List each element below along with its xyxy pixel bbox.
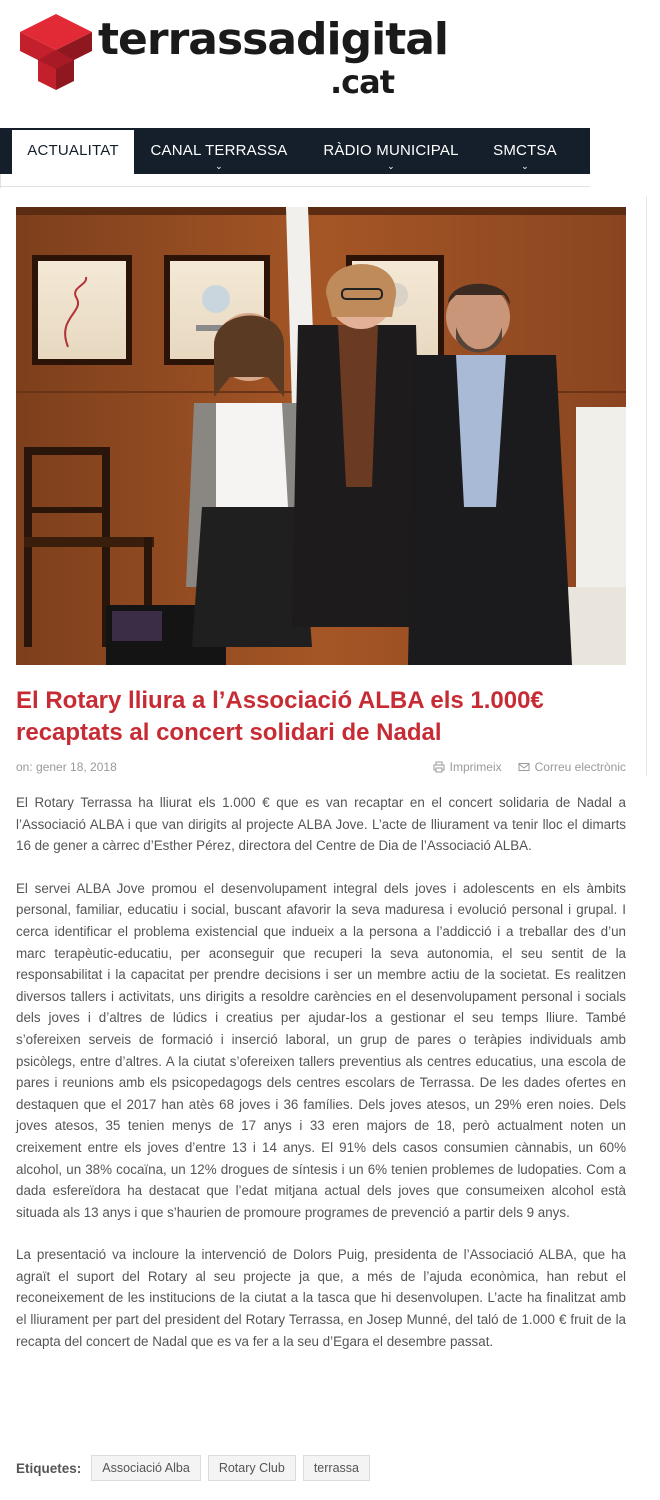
article-paragraph: El Rotary Terrassa ha lliurat els 1.000 € que es van recaptar en el concert solidaria de Nadal a l’Associació ALBA i que van dirigits al projecte ALBA Jove. L’acte de lliurament va tenir lloc el dimarts 16 de gener a càrrec d’Esther Pérez, directora del Centre de Dia de l’Associació ALBA. (16, 795, 626, 854)
site-header (0, 0, 660, 128)
nav-item-label: ACTUALITAT (27, 142, 119, 159)
envelope-icon (518, 761, 530, 773)
nav-item-label: RÀDIO MUNICIPAL (323, 142, 459, 159)
print-label: Imprimeix (449, 760, 502, 774)
email-link[interactable] (518, 760, 626, 774)
featured-photo (16, 207, 626, 665)
tag-link[interactable]: terrassa (303, 1455, 370, 1481)
nav-item-actualitat[interactable] (12, 130, 134, 174)
chevron-down-icon: ⌄ (387, 161, 395, 171)
article-actions (433, 760, 626, 774)
tags-label: Etiquetes: (16, 1460, 82, 1476)
nav-item-canal-terrassa[interactable] (138, 128, 300, 174)
nav-item-smctsa[interactable] (482, 128, 568, 174)
main-nav (0, 128, 590, 174)
print-link[interactable] (433, 760, 502, 774)
article-date: on: gener 18, 2018 (16, 760, 117, 774)
divider (0, 186, 590, 187)
site-logo-tld[interactable]: .cat (330, 63, 395, 101)
chevron-down-icon: ⌄ (521, 161, 529, 171)
article-paragraph: La presentació va incloure la intervenció de Dolors Puig, presidenta de l’Associació ALBA, que ha agraït el suport del Rotary al seu projecte ja que, a més de l’ajuda econòmica, han rebut el reconeixement de les institucions de la ciutat a la tasca que hi desenvolupen. L’acte ha finalitzat amb el lliurament per part del president del Rotary Terrassa, en Josep Munné, del taló de 1.000 € fruit de la recapta del concert de Nadal que es va fer a la seu d’Egara el desembre passat. (16, 1247, 626, 1349)
printer-icon (433, 761, 445, 773)
chevron-down-icon: ⌄ (215, 161, 223, 171)
site-logo-text[interactable]: terrassadigital (98, 14, 448, 65)
tags-bar (16, 1455, 377, 1481)
article-body (16, 792, 626, 1373)
article-title: El Rotary lliura a l’Associació ALBA els 1.000€ recaptats al concert solidari de Nadal (16, 687, 544, 746)
logo-cube-icon[interactable] (18, 12, 94, 92)
article-paragraph: El servei ALBA Jove promou el desenvolupament integral dels joves i adolescents en els àmbits personal, familiar, educatiu i social, buscant afavorir la seva maduresa i evolució personal i grupal. I cerca identificar el problema existencial que indueix a la persona a l’addicció i a treballar des d’un marc terapèutic-educatiu, per aconseguir que recuperi la seva autonomia, el seu sentit de la responsabilitat i la capacitat per prendre decisions i ser un membre actiu de la societat. Es realitzen diversos tallers i activitats, uns dirigits a resoldre carències en el desenvolupament personal i socials dels joves i d’altres de lúdics i creatius per ajudar-los a gestionar el seu temps lliure. També s’ofereixen serveis de formació i inserció laboral, un grup de pares o teràpies individuals amb psicòlegs, entre d’altres. A la ciutat s’ofereixen tallers preventius als centres educatius, una escola de pares i reunions amb els psicopedagogs dels centres escolars de Terrassa. De les dades ofertes en destaquen que el 2017 han atès 68 joves i 36 famílies. Dels joves atesos, un 29% eren noies. Dels joves atesos, 35 tenien menys de 17 anys i 33 eren majors de 18, però actualment noten un creixement entre els joves d’entre 13 i 14 anys. El 91% dels casos consumien cànnabis, un 60% alcohol, un 38% cocaïna, un 12% drogues de síntesis i un 6% tenien problemes de ludopaties. Com a dada esfereïdora ha destacat que l’edat mitjana actual dels joves que consumeixen alcohol està situada als 13 anys i que s’haurien de promoure programes de prevenció a partir dels 9 anys. (16, 880, 626, 1220)
tag-link[interactable]: Associació Alba (91, 1455, 201, 1481)
nav-item-radio-municipal[interactable] (304, 128, 478, 174)
tag-link[interactable]: Rotary Club (208, 1455, 296, 1481)
email-label: Correu electrònic (534, 760, 626, 774)
nav-item-label: CANAL TERRASSA (150, 142, 288, 159)
divider (646, 196, 647, 776)
photo-illustration (16, 207, 626, 665)
nav-item-label: SMCTSA (493, 142, 557, 159)
